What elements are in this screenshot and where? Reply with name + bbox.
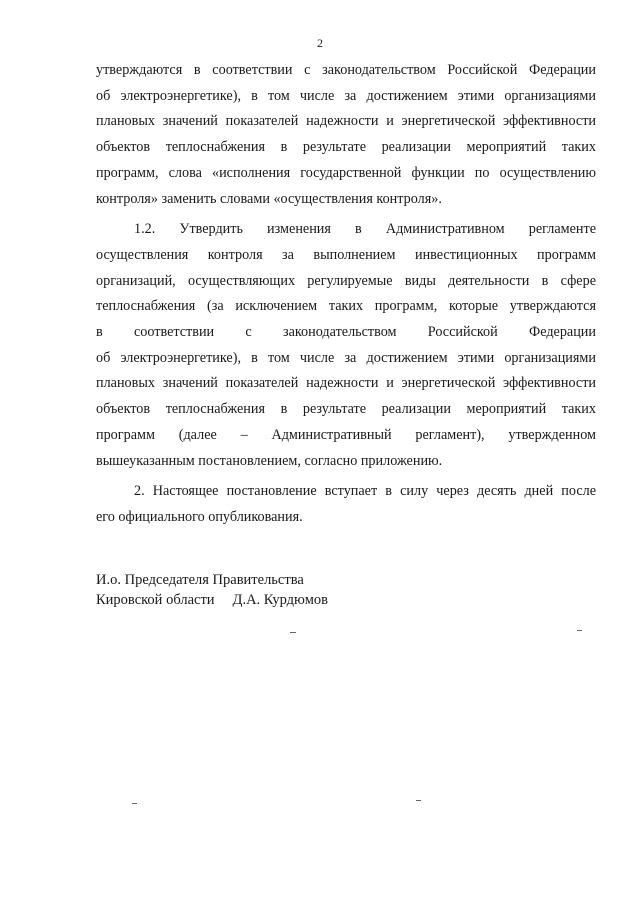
text-line: в соответствии с законодательством Российской Федерации (96, 324, 596, 341)
text-line: об электроэнергетике), в том числе за достижением этими организациями (96, 349, 596, 366)
scan-speck (290, 632, 296, 633)
text-line: объектов теплоснабжения в результате реализации мероприятий таких (96, 401, 596, 418)
text-line: 1.2. Утвердить изменения в Административном регламенте (134, 221, 596, 238)
signature-region-line (96, 590, 328, 610)
text-line: объектов теплоснабжения в результате реализации мероприятий таких (96, 139, 596, 156)
text-line: плановых значений показателей надежности и энергетической эффективности (96, 113, 596, 130)
text-line: осуществления контроля за выполнением инвестиционных программ (96, 246, 596, 263)
text-line: его официального опубликования. (96, 508, 303, 525)
signature-block (96, 570, 328, 610)
text-line: теплоснабжения (за исключением таких программ, которые утверждаются (96, 298, 596, 315)
text-line: организаций, осуществляющих регулируемые виды деятельности в сфере (96, 272, 596, 289)
signatory-name: Д.А. Курдюмов (232, 592, 328, 608)
signature-title: И.о. Председателя Правительства (96, 572, 304, 588)
text-line: программ, слова «исполнения государственной функции по осуществлению (96, 164, 596, 181)
text-line: об электроэнергетике), в том числе за достижением этими организациями (96, 87, 596, 104)
scan-speck (132, 803, 137, 804)
text-line: вышеуказанным постановлением, согласно приложению. (96, 452, 443, 469)
signature-region: Кировской области (96, 592, 215, 608)
text-line: программ (далее – Административный регламент), утвержденном (96, 426, 596, 443)
text-line: утверждаются в соответствии с законодательством Российской Федерации (96, 62, 596, 78)
page-number: 2 (317, 36, 323, 50)
text-line: плановых значений показателей надежности и энергетической эффективности (96, 375, 596, 392)
scan-speck (577, 630, 582, 631)
document-body (96, 58, 596, 531)
text-line: контроля» заменить словами «осуществления контроля». (96, 190, 442, 207)
text-line: 2. Настоящее постановление вступает в силу через десять дней после (134, 483, 596, 500)
scan-speck (416, 800, 421, 801)
